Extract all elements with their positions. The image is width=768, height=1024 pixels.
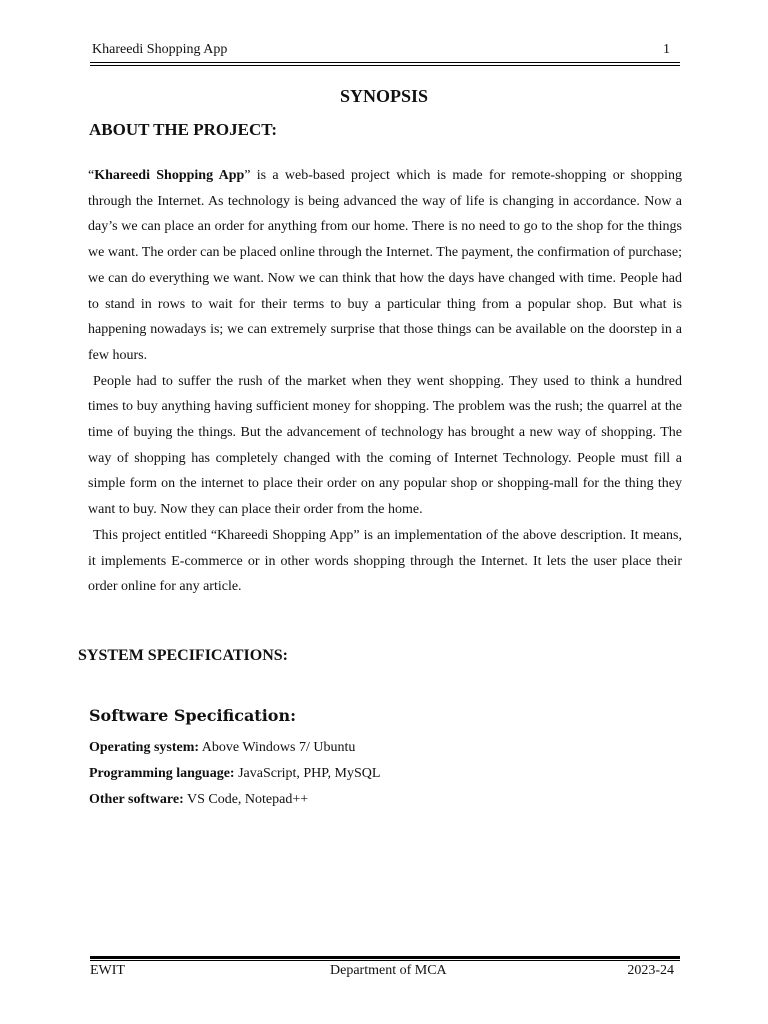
spec-list bbox=[89, 735, 380, 813]
open-quote: “ bbox=[88, 168, 95, 183]
about-body bbox=[88, 163, 682, 600]
footer-department: Department of MCA bbox=[330, 963, 447, 978]
app-name-bold: Khareedi Shopping App bbox=[94, 168, 245, 183]
about-paragraph-1 bbox=[88, 163, 682, 369]
page-header bbox=[90, 40, 670, 62]
spec-item-language bbox=[89, 761, 380, 787]
about-paragraph-2: People had to suffer the rush of the market when they went shopping. They used to think a hundred times to buy anything having sufficient money for shopping. The problem was the rush; the quarrel at the time of buying the things. But the advancement of technology has brought a new way of shopping. The way of shopping has completely changed with the coming of Internet Technology. People must fill a simple form on the internet to place their order on any popular shop or shopping-mall for the thing they want to buy. Now they can place their order from the home. bbox=[88, 373, 682, 518]
footer-rule bbox=[90, 956, 680, 961]
footer-year: 2023-24 bbox=[627, 963, 674, 978]
about-paragraph-3: This project entitled “Khareedi Shopping App” is an implementation of the above description. It means, it implements E-commerce or in other words shopping through the Internet. It lets the user place their order online for any article. bbox=[88, 527, 682, 595]
footer-institution: EWIT bbox=[90, 963, 125, 978]
spec-value: JavaScript, PHP, MySQL bbox=[234, 766, 381, 781]
spec-label: Programming language: bbox=[89, 766, 235, 781]
page-number: 1 bbox=[663, 42, 670, 57]
spec-label: Operating system: bbox=[89, 740, 200, 755]
spec-value: Above Windows 7/ Ubuntu bbox=[199, 740, 356, 755]
about-heading: ABOUT THE PROJECT: bbox=[89, 120, 277, 139]
page-title: SYNOPSIS bbox=[339, 86, 429, 106]
system-spec-heading: SYSTEM SPECIFICATIONS: bbox=[78, 647, 288, 664]
spec-value: VS Code, Notepad++ bbox=[183, 792, 309, 807]
spec-label: Other software: bbox=[89, 792, 184, 807]
software-spec-heading: Software Specification: bbox=[89, 706, 296, 725]
paragraph-1-text: ” is a web-based project which is made for remote-shopping or shopping through the Internet. As technology is being advanced the way of life is changing in accordance. Now a day’s we can place an order for anything from our home. There is no need to go to the shop for the things we want. The order can be placed online through the Internet. The payment, the confirmation of purchase; we can do everything we want. Now we can think that how the days have changed with time. People had to stand in rows to wait for their terms to buy a particular thing from a popular shop. But what is happening nowadays is; we can extremely surprise that those things can be available on the doorstep in a few hours. bbox=[88, 168, 682, 363]
spec-item-os bbox=[89, 735, 380, 761]
header-rule bbox=[90, 62, 680, 66]
header-title: Khareedi Shopping App bbox=[92, 42, 228, 57]
spec-item-other-software bbox=[89, 787, 380, 813]
